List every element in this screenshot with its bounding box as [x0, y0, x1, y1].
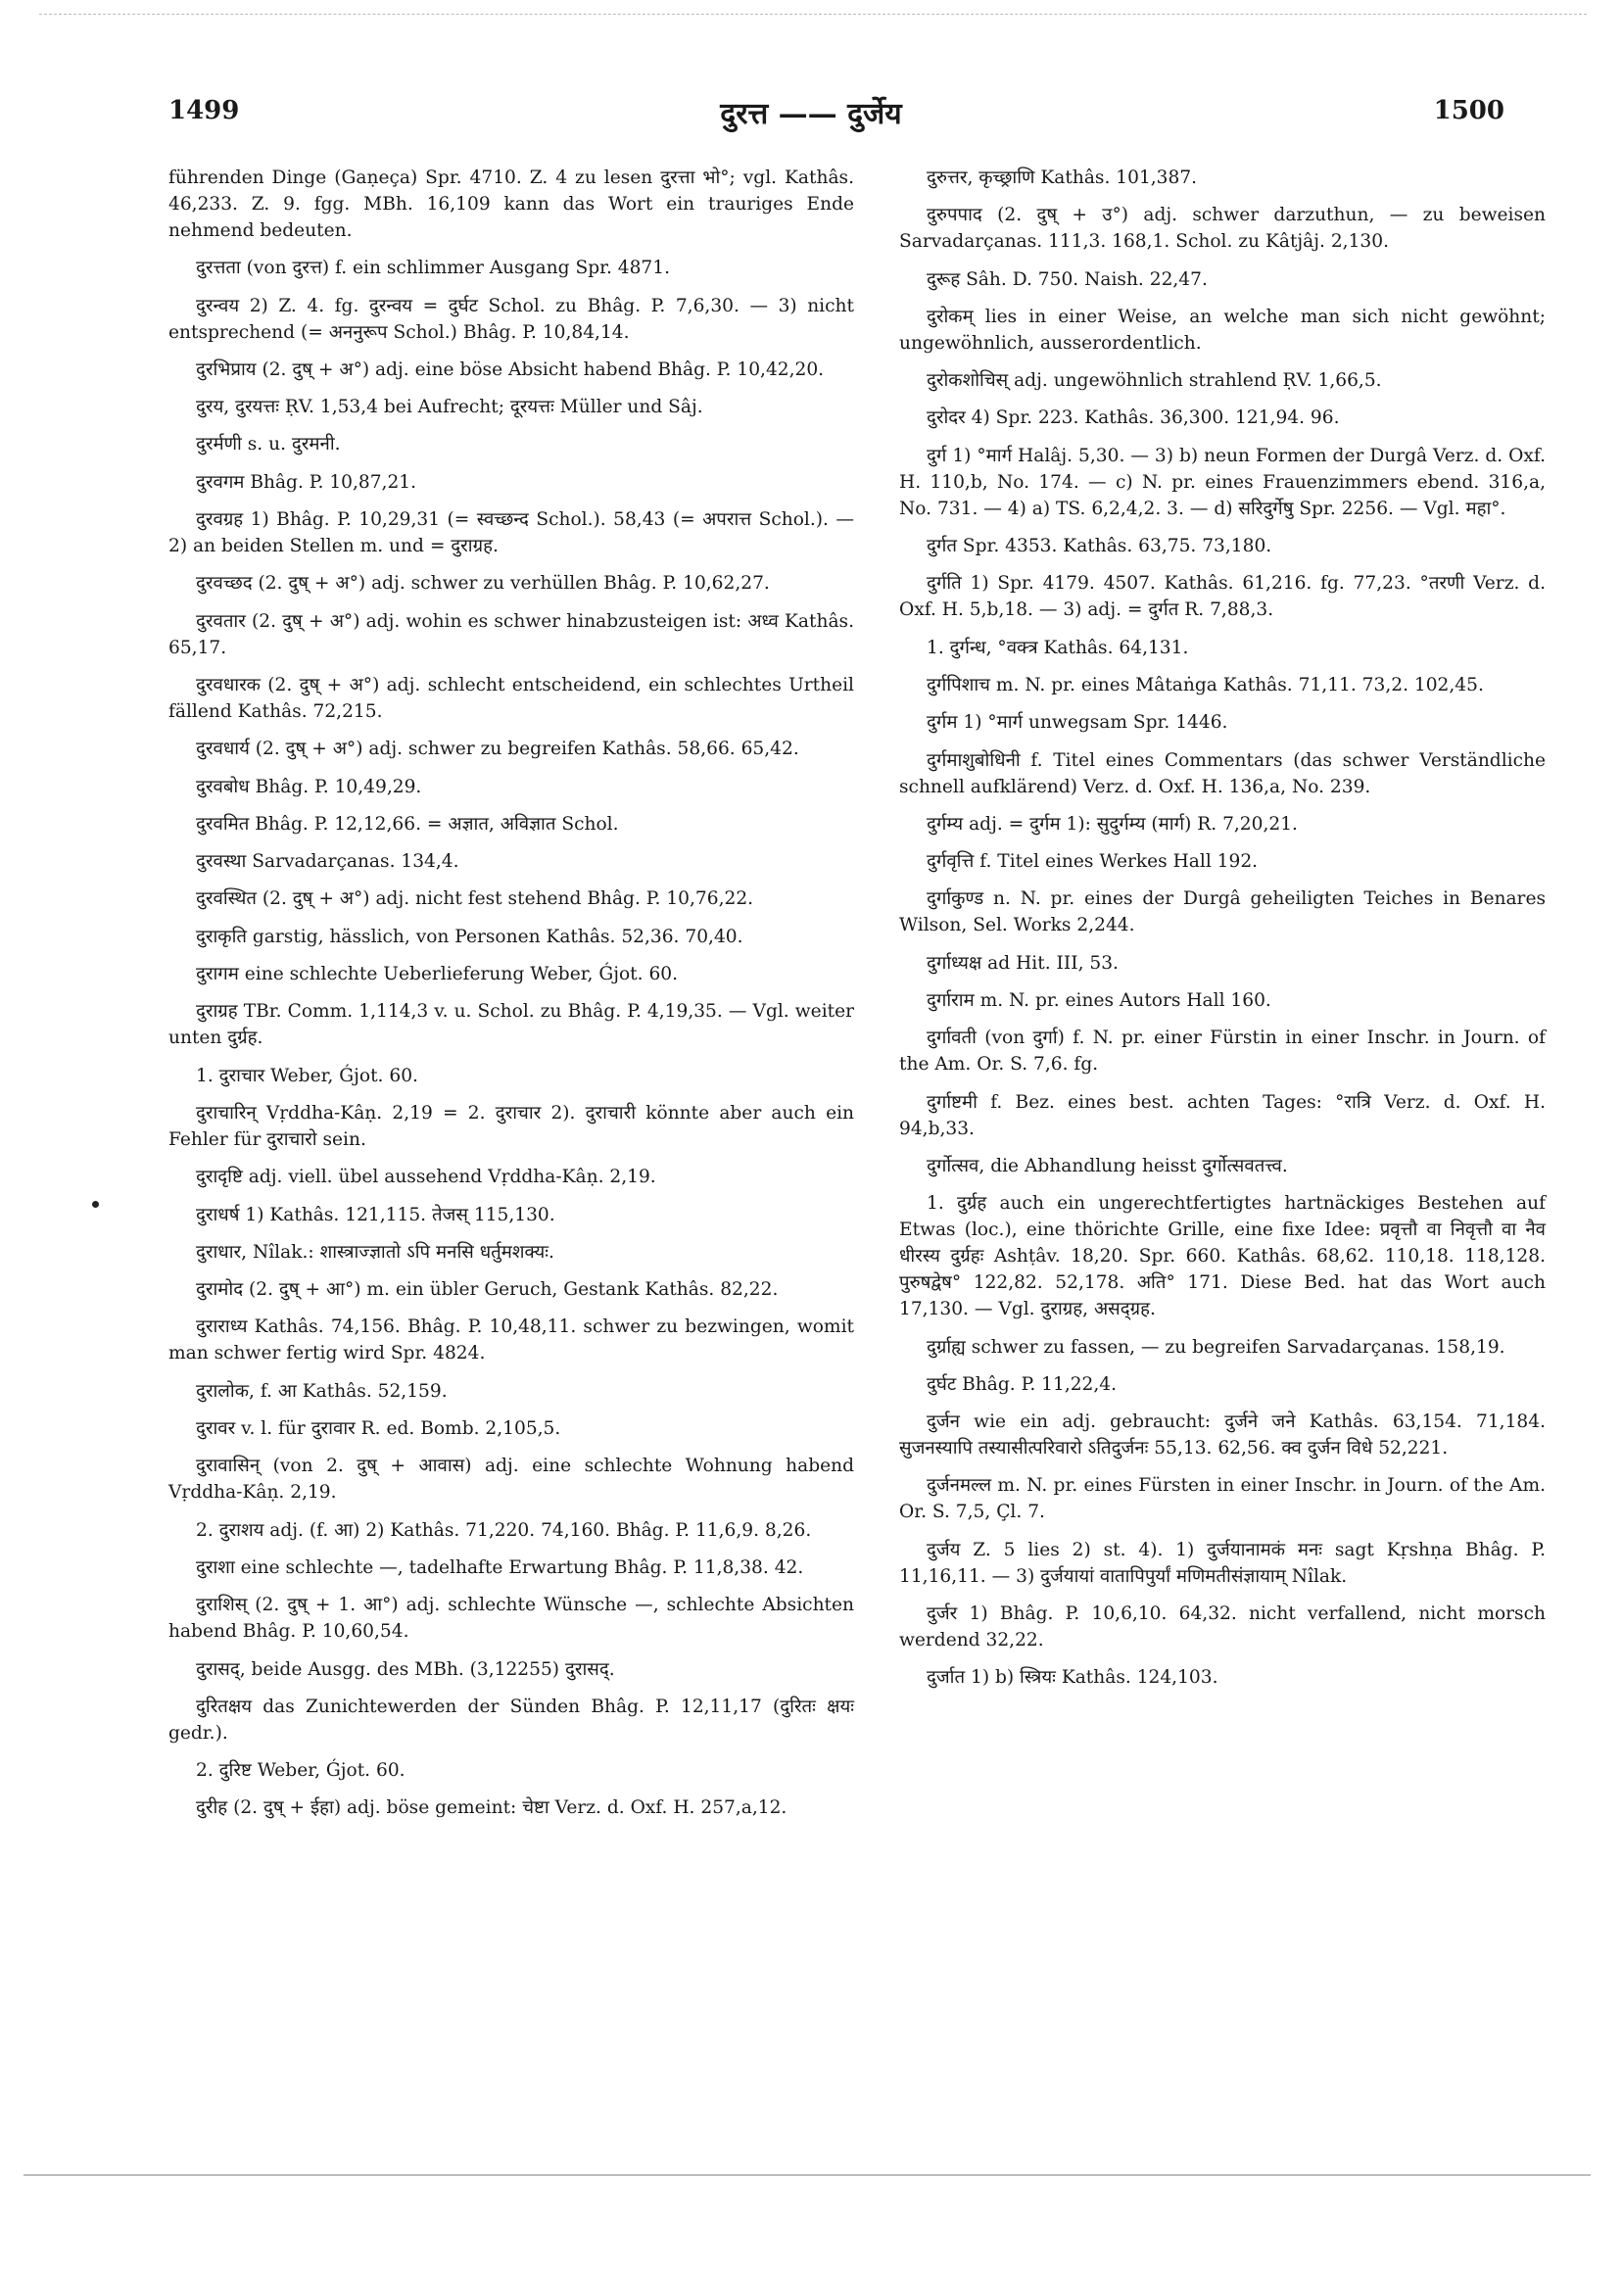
dictionary-entry: दुरवस्था Sarvadarçanas. 134,4. [196, 851, 459, 873]
dictionary-entry: दुरोकम् lies in einer Weise, an welche man sich nicht gewöhnt; ungewöhnlich, ausserordentlich. [899, 306, 1546, 354]
dictionary-entry: दुरोकशोचिस् adj. ungewöhnlich strahlend ṚV. 1,66,5. [927, 370, 1382, 392]
dictionary-entry: दुरादृष्टि adj. viell. übel aussehend Vṛddha-Kâṇ. 2,19. [196, 1167, 656, 1188]
dictionary-entry: दुराग्रह TBr. Comm. 1,114,3 v. u. Schol. zu Bhâg. P. 4,19,35. — Vgl. weiter unten दुर्ग्रह. [168, 1001, 854, 1049]
dictionary-entry: दुरुत्तर, कृच्छ्राणि Kathâs. 101,387. [927, 167, 1198, 188]
dictionary-entry: 1. दुराचार Weber, Ǵjot. 60. [196, 1065, 418, 1086]
dictionary-entry: दुर्गाकुण्ड n. N. pr. eines der Durgâ geheiligten Teiches in Benares Wilson, Sel. Works 2,244. [899, 888, 1546, 936]
dictionary-entry: दुर्गोत्सव, die Abhandlung heisst दुर्गोत्सवतत्त्व. [927, 1155, 1288, 1176]
dictionary-entry: दुरत्तता (von दुरत्त) f. ein schlimmer Ausgang Spr. 4871. [196, 258, 671, 279]
dictionary-entry: दुर्गाष्टमी f. Bez. eines best. achten Tages: °रात्रि Verz. d. Oxf. H. 94,b,33. [899, 1091, 1546, 1139]
dictionary-entry: दुरवच्छद (2. दुष् + अ°) adj. schwer zu verhüllen Bhâg. P. 10,62,27. [196, 573, 770, 595]
dictionary-entry: दुराराध्य Kathâs. 74,156. Bhâg. P. 10,48,11. schwer zu bezwingen, womit man schwer fertig wird Spr. 4824. [168, 1316, 854, 1364]
dictionary-entry: दुराचारिन् Vṛddha-Kâṇ. 2,19 = 2. दुराचार 2). दुराचारी könnte aber auch ein Fehler für दुराचारो sein. [168, 1102, 854, 1150]
dictionary-entry: दुरय, दुरयत्तः ṚV. 1,53,4 bei Aufrecht; दूरयत्तः Müller und Sâj. [196, 397, 703, 418]
dictionary-entry: दुरन्वय 2) Z. 4. fg. दुरन्वय = दुर्घट Schol. zu Bhâg. P. 7,6,30. — 3) nicht entsprechend (= अननुरूप Schol.) Bhâg. P. 10,84,14. [168, 295, 854, 343]
dictionary-entry: दुर्ग्राह्य schwer zu fassen, — zu begreifen Sarvadarçanas. 158,19. [927, 1336, 1505, 1358]
dictionary-entry: दुरालोक, f. आ Kathâs. 52,159. [196, 1380, 448, 1402]
dictionary-entry: दुरावर v. l. für दुरावार R. ed. Bomb. 2,105,5. [196, 1418, 561, 1440]
dictionary-entry: दुरवतार (2. दुष् + अ°) adj. wohin es schwer hinabzusteigen ist: अध्व Kathâs. 65,17. [168, 610, 854, 658]
dictionary-entry: दुराकृति garstig, hässlich, von Personen Kathâs. 52,36. 70,40. [196, 926, 743, 947]
dictionary-entry: दुर्गम 1) °मार्ग unwegsam Spr. 1446. [927, 712, 1228, 734]
dictionary-entry: दुराधर्ष 1) Kathâs. 121,115. तेजस् 115,130. [196, 1204, 555, 1225]
left-column [168, 165, 854, 1833]
bottom-rule [24, 2175, 1591, 2176]
dictionary-entry: दुर्गाराम m. N. pr. eines Autors Hall 160. [927, 990, 1271, 1012]
margin-dot [92, 1201, 99, 1208]
dictionary-entry: दुरर्मणी s. u. दुरमनी. [196, 434, 341, 455]
dictionary-entry: führenden Dinge (Gaṇeça) Spr. 4710. Z. 4 zu lesen दुरत्ता भो°; vgl. Kathâs. 46,233. Z. 9. fgg. MBh. 16,109 kann das Wort ein trauriges Ende nehmend bedeuten. [168, 167, 854, 241]
running-headword: दुरत्त —— दुर्जेय [720, 97, 902, 131]
dictionary-entry: दुर्ग 1) °मार्ग Halâj. 5,30. — 3) b) neun Formen der Durgâ Verz. d. Oxf. H. 110,b, No. 174. — c) N. pr. eines Frauenzimmers ebend. 316,a, No. 731. — 4) a) TS. 6,2,4,2. 3. — d) सरिदुर्गेषु Spr. 2256. — Vgl. महा°. [899, 445, 1546, 519]
dictionary-entry: 1. दुर्गन्ध, °वक्त्र Kathâs. 64,131. [927, 637, 1189, 658]
dictionary-entry: दुर्जन wie ein adj. gebraucht: दुर्जने जने Kathâs. 63,154. 71,184. सुजनस्यापि तस्यासीत्परिवारो ऽतिदुर्जनः 55,13. 62,56. क्व दुर्जन विधे 52,221. [899, 1411, 1546, 1459]
dictionary-entry: दुर्जय Z. 5 lies 2) st. 4). 1) दुर्जयानामकं मनः sagt Kṛshṇa Bhâg. P. 11,16,11. — 3) दुर्जयायां वातापिपुर्यां मणिमतीसंज्ञायाम् Nîlak. [899, 1539, 1546, 1587]
dictionary-entry: दुर्गमाशुबोधिनी f. Titel eines Commentars (das schwer Verständliche schnell aufklärend) Verz. d. Oxf. H. 136,a, No. 239. [899, 749, 1546, 797]
dictionary-entry: दुरवमित Bhâg. P. 12,12,66. = अज्ञात, अविज्ञात Schol. [196, 813, 619, 835]
dictionary-entry: दुरवधार्य (2. दुष् + अ°) adj. schwer zu begreifen Kathâs. 58,66. 65,42. [196, 739, 799, 760]
dictionary-entry: दुरासद्, beide Ausgg. des MBh. (3,12255) दुरासद्. [196, 1658, 615, 1680]
dictionary-entry: दुर्जनमल्ल m. N. pr. eines Fürsten in einer Inschr. in Journ. of the Am. Or. S. 7,5, Çl. 7. [899, 1475, 1546, 1523]
dictionary-entry: दुर्गम्य adj. = दुर्गम 1): सुदुर्गम्य (मार्ग) R. 7,20,21. [927, 813, 1298, 835]
dictionary-entry: दुराशिस् (2. दुष् + 1. आ°) adj. schlechte Wünsche —, schlechte Absichten habend Bhâg. P. 10,60,54. [168, 1595, 854, 1643]
dictionary-entry: दुरवधारक (2. दुष् + अ°) adj. schlecht entscheidend, ein schlechtes Urtheil fällend Kathâs. 72,215. [168, 674, 854, 722]
dictionary-entry: दुर्गपिशाच m. N. pr. eines Mâtaṅga Kathâs. 71,11. 73,2. 102,45. [927, 674, 1484, 695]
dictionary-entry: दुर्जात 1) b) स्त्रियः Kathâs. 124,103. [927, 1667, 1218, 1689]
dictionary-entry: दुर्गावती (von दुर्गा) f. N. pr. einer Fürstin in einer Inschr. in Journ. of the Am. Or. S. 7,6. fg. [899, 1028, 1546, 1076]
dictionary-entry: 2. दुराशय adj. (f. आ) 2) Kathâs. 71,220. 74,160. Bhâg. P. 11,6,9. 8,26. [196, 1519, 812, 1541]
dictionary-entry: दुरवगम Bhâg. P. 10,87,21. [196, 471, 417, 493]
dictionary-entry: दुरावासिन् (von 2. दुष् + आवास) adj. eine schlechte Wohnung habend Vṛddha-Kâṇ. 2,19. [168, 1456, 854, 1504]
dictionary-entry: दुरोदर 4) Spr. 223. Kathâs. 36,300. 121,94. 96. [927, 407, 1340, 429]
dictionary-entry: दुरूह Sâh. D. 750. Naish. 22,47. [927, 268, 1208, 290]
right-column [899, 165, 1546, 1702]
page-header [0, 96, 1622, 135]
dictionary-entry: दुरवग्रह 1) Bhâg. P. 10,29,31 (= स्वच्छन्द Schol.). 58,43 (= अपरात्त Schol.). — 2) an beiden Stellen m. und = दुराग्रह. [168, 509, 854, 557]
dictionary-entry: दुर्गाध्यक्ष ad Hit. III, 53. [927, 952, 1119, 974]
left-page-number: 1499 [168, 96, 240, 125]
dictionary-entry: दुरभिप्राय (2. दुष् + अ°) adj. eine böse Absicht habend Bhâg. P. 10,42,20. [196, 359, 825, 380]
dictionary-entry: दुरवस्थित (2. दुष् + अ°) adj. nicht fest stehend Bhâg. P. 10,76,22. [196, 888, 754, 910]
dictionary-entry: दुरागम eine schlechte Ueberlieferung Weber, Ǵjot. 60. [196, 964, 679, 985]
dictionary-entry: दुरामोद (2. दुष् + आ°) m. ein übler Geruch, Gestank Kathâs. 82,22. [196, 1279, 779, 1301]
dictionary-entry: दुराशा eine schlechte —, tadelhafte Erwartung Bhâg. P. 11,8,38. 42. [196, 1556, 804, 1578]
dictionary-entry: दुर्गवृत्ति f. Titel eines Werkes Hall 192. [927, 851, 1259, 873]
right-page-number: 1500 [1433, 96, 1504, 125]
dictionary-entry: दुर्जर 1) Bhâg. P. 10,6,10. 64,32. nicht verfallend, nicht morsch werdend 32,22. [899, 1603, 1546, 1651]
dictionary-entry: दुर्गति 1) Spr. 4179. 4507. Kathâs. 61,216. fg. 77,23. °तरणी Verz. d. Oxf. H. 5,b,18. — 3) adj. = दुर्गत R. 7,88,3. [899, 573, 1546, 621]
dictionary-entry: दुर्घट Bhâg. P. 11,22,4. [927, 1373, 1118, 1395]
dictionary-entry: दुर्गत Spr. 4353. Kathâs. 63,75. 73,180. [927, 536, 1272, 557]
dictionary-entry: दुरुपपाद (2. दुष् + उ°) adj. schwer darzuthun, — zu beweisen Sarvadarçanas. 111,3. 168,1. Schol. zu Kâtjâj. 2,130. [899, 205, 1546, 253]
top-rule [39, 14, 1587, 15]
dictionary-entry: दुरीह (2. दुष् + ईहा) adj. böse gemeint: चेष्टा Verz. d. Oxf. H. 257,a,12. [196, 1797, 787, 1819]
dictionary-entry: दुराधार, Nîlak.: शास्त्राज्ज्ञातो ऽपि मनसि धर्तुमशक्यः. [196, 1241, 554, 1263]
dictionary-entry: दुरवबोध Bhâg. P. 10,49,29. [196, 776, 422, 797]
dictionary-entry: 1. दुर्ग्रह auch ein ungerechtfertigtes hartnäckiges Bestehen auf Etwas (loc.), eine thörichte Grille, eine fixe Idee: प्रवृत्तौ वा निवृत्तौ वा नैव धीरस्य दुर्ग्रहः Ashṭâv. 18,20. Spr. 660. Kathâs. 68,62. 110,18. 118,128. पुरुषद्वेष° 122,82. 52,178. अति° 171. Diese Bed. hat das Wort auch 17,130. — Vgl. दुराग्रह, असद्ग्रह. [899, 1193, 1546, 1320]
dictionary-entry: 2. दुरिष्ट Weber, Ǵjot. 60. [196, 1760, 406, 1782]
dictionary-entry: दुरितक्षय das Zunichtewerden der Sünden Bhâg. P. 12,11,17 (दुरितः क्षयः gedr.). [168, 1696, 854, 1744]
